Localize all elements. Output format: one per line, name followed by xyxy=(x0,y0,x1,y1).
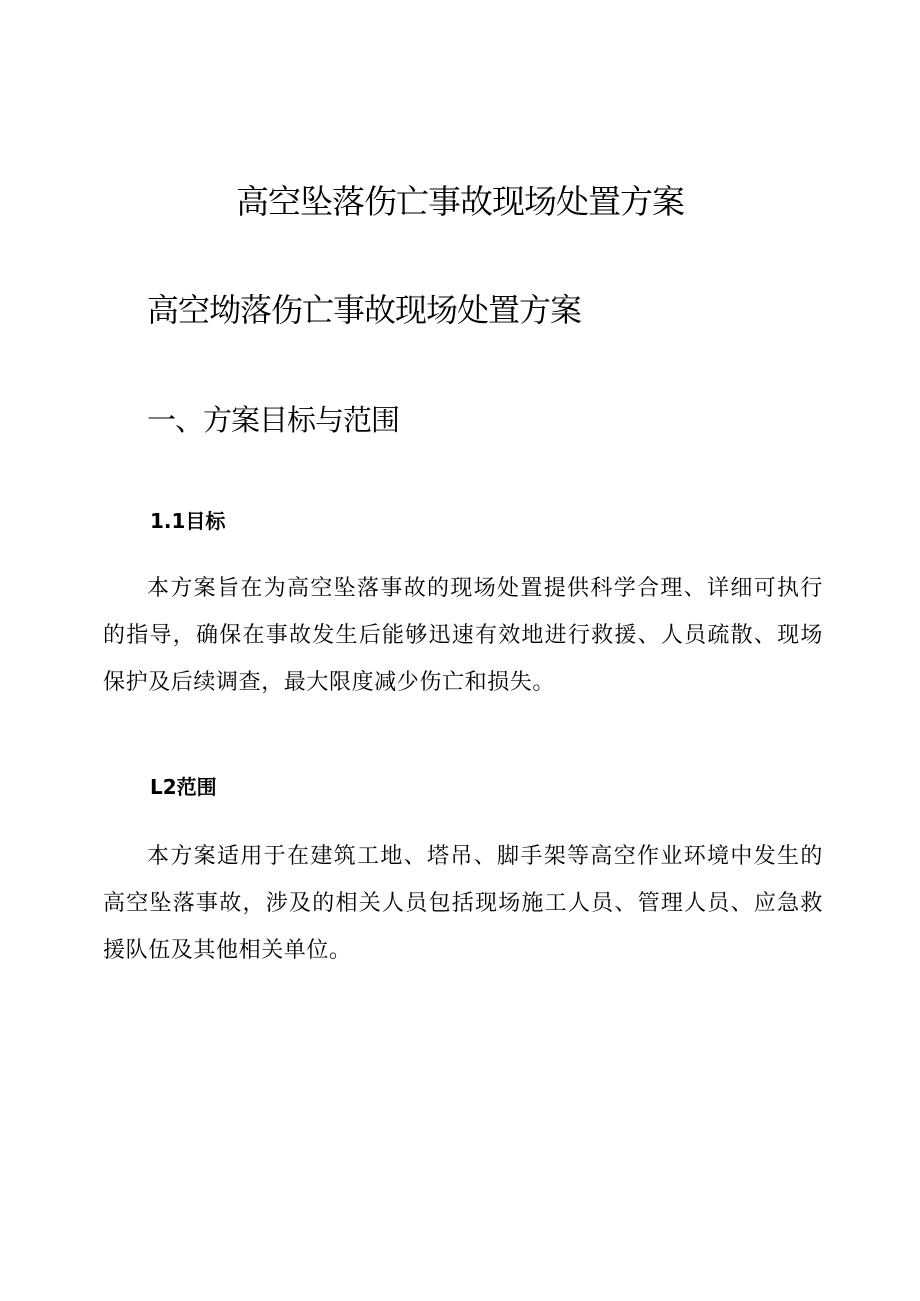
paragraph-goal: 本方案旨在为高空坠落事故的现场处置提供科学合理、详细可执行的指导，确保在事故发生后能够迅速有效地进行救援、人员疏散、现场保护及后续调查，最大限度减少伤亡和损失。 xyxy=(103,576,823,695)
document-title: 高空坠落伤亡事故现场处置方案 xyxy=(236,182,684,221)
paragraph-scope: 本方案适用于在建筑工地、塔吊、脚手架等高空作业环境中发生的高空坠落事故，涉及的相关人员包括现场施工人员、管理人员、应急救援队伍及其他相关单位。 xyxy=(103,844,823,963)
section-heading-goals-scope: 一、方案目标与范围 xyxy=(147,403,400,437)
document-subtitle: 高空坳落伤亡事故现场处置方案 xyxy=(147,291,582,329)
subsection-heading-scope: L2范围 xyxy=(150,775,217,799)
subsection-heading-goal: 1.1目标 xyxy=(150,509,226,533)
